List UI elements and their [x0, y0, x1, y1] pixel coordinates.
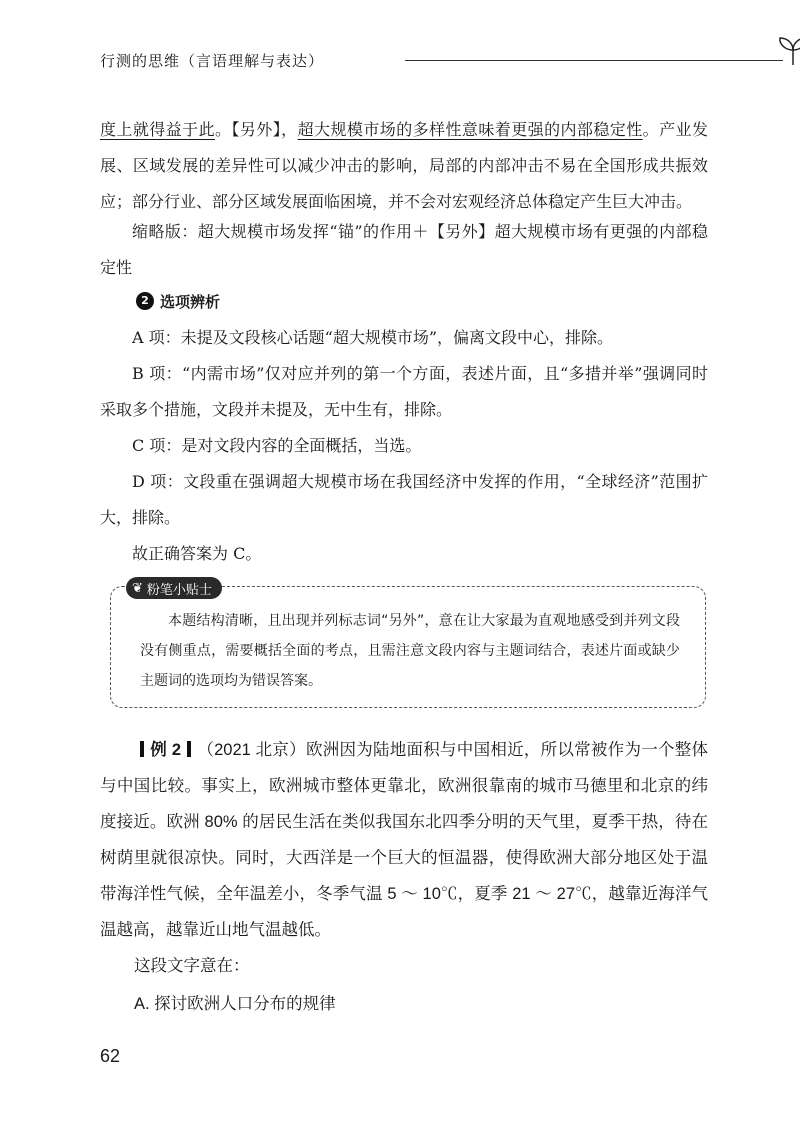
- tips-text: 本题结构清晰，且出现并列标志词“另外”，意在让大家最为直观地感受到并列文段没有侧重点，需要概括全面的考点，且需注意文段内容与主题词结合，表述片面或缺少主题词的选项均为错误答案。: [140, 613, 680, 689]
- option-d-analysis: D 项：文段重在强调超大规模市场在我国经济中发挥的作用，“全球经济”范围扩大，排除。: [100, 472, 708, 527]
- summary-paragraph: 缩略版：超大规模市场发挥“锚”的作用＋【另外】超大规模市场有更强的内部稳定性: [100, 222, 708, 277]
- example-label: 例 2: [150, 741, 182, 759]
- paragraph-top: [100, 112, 708, 220]
- tips-label: [126, 577, 222, 599]
- tips-label-text: 粉笔小贴士: [146, 582, 212, 598]
- header-rule: [405, 60, 783, 61]
- example-marker: [140, 741, 144, 757]
- option-c-analysis: C 项：是对文段内容的全面概括，当选。: [132, 436, 422, 455]
- text-run: 。产业发展、区域发展的差异性可以减少冲击的影响，局部的内部冲击不易在全国形成共振效应；部分行业、部分区域发展面临困境，并不会对宏观经济总体稳定产生巨大冲击。: [100, 120, 708, 211]
- running-header: [100, 36, 710, 76]
- question-stem: 这段文字意在：: [134, 957, 250, 975]
- option-b-analysis: B 项：“内需市场”仅对应并列的第一个方面，表述片面，且“多措并举”强调同时采取多个措施，文段并未提及，无中生有，排除。: [100, 364, 708, 419]
- option-a-analysis: A 项：未提及文段核心话题“超大规模市场”，偏离文段中心，排除。: [132, 328, 614, 347]
- example-text: 欧洲因为陆地面积与中国相近，所以常被作为一个整体与中国比较。事实上，欧洲城市整体更靠北，欧洲很靠南的城市马德里和北京的纬度接近。欧洲 80% 的居民生活在类似我国东北四季分明的天气里，夏季干热，待在树荫里就很凉快。同时，大西洋是一个巨大的恒温器，使得欧洲大部分地区处于温带海洋性气候，全年温差小，冬季气温 5 ～ 10℃，夏季 21 ～ 27℃，越靠近海洋气温越高，越靠近山地气温越低。: [100, 741, 709, 939]
- underlined-phrase: 度上就得益于此: [100, 120, 216, 139]
- example-source: （2021 北京）: [197, 741, 306, 759]
- sprout-icon: ❦: [132, 580, 143, 596]
- section-heading: [136, 286, 220, 316]
- answer-line: 故正确答案为 C。: [132, 544, 262, 563]
- text-run: 。【另外】，: [215, 120, 298, 139]
- choice-a: A. 探讨欧洲人口分布的规律: [134, 995, 336, 1013]
- underlined-phrase: 超大规模市场的多样性意味着更强的内部稳定性: [297, 120, 643, 139]
- sprout-icon: [776, 36, 800, 66]
- example-marker: [187, 741, 191, 757]
- example-paragraph: [100, 732, 708, 948]
- section-number-badge: 2: [136, 292, 154, 310]
- section-title: 选项辨析: [160, 292, 221, 311]
- header-title: 行测的思维（言语理解与表达）: [100, 52, 325, 70]
- page-number: 62: [100, 1046, 121, 1066]
